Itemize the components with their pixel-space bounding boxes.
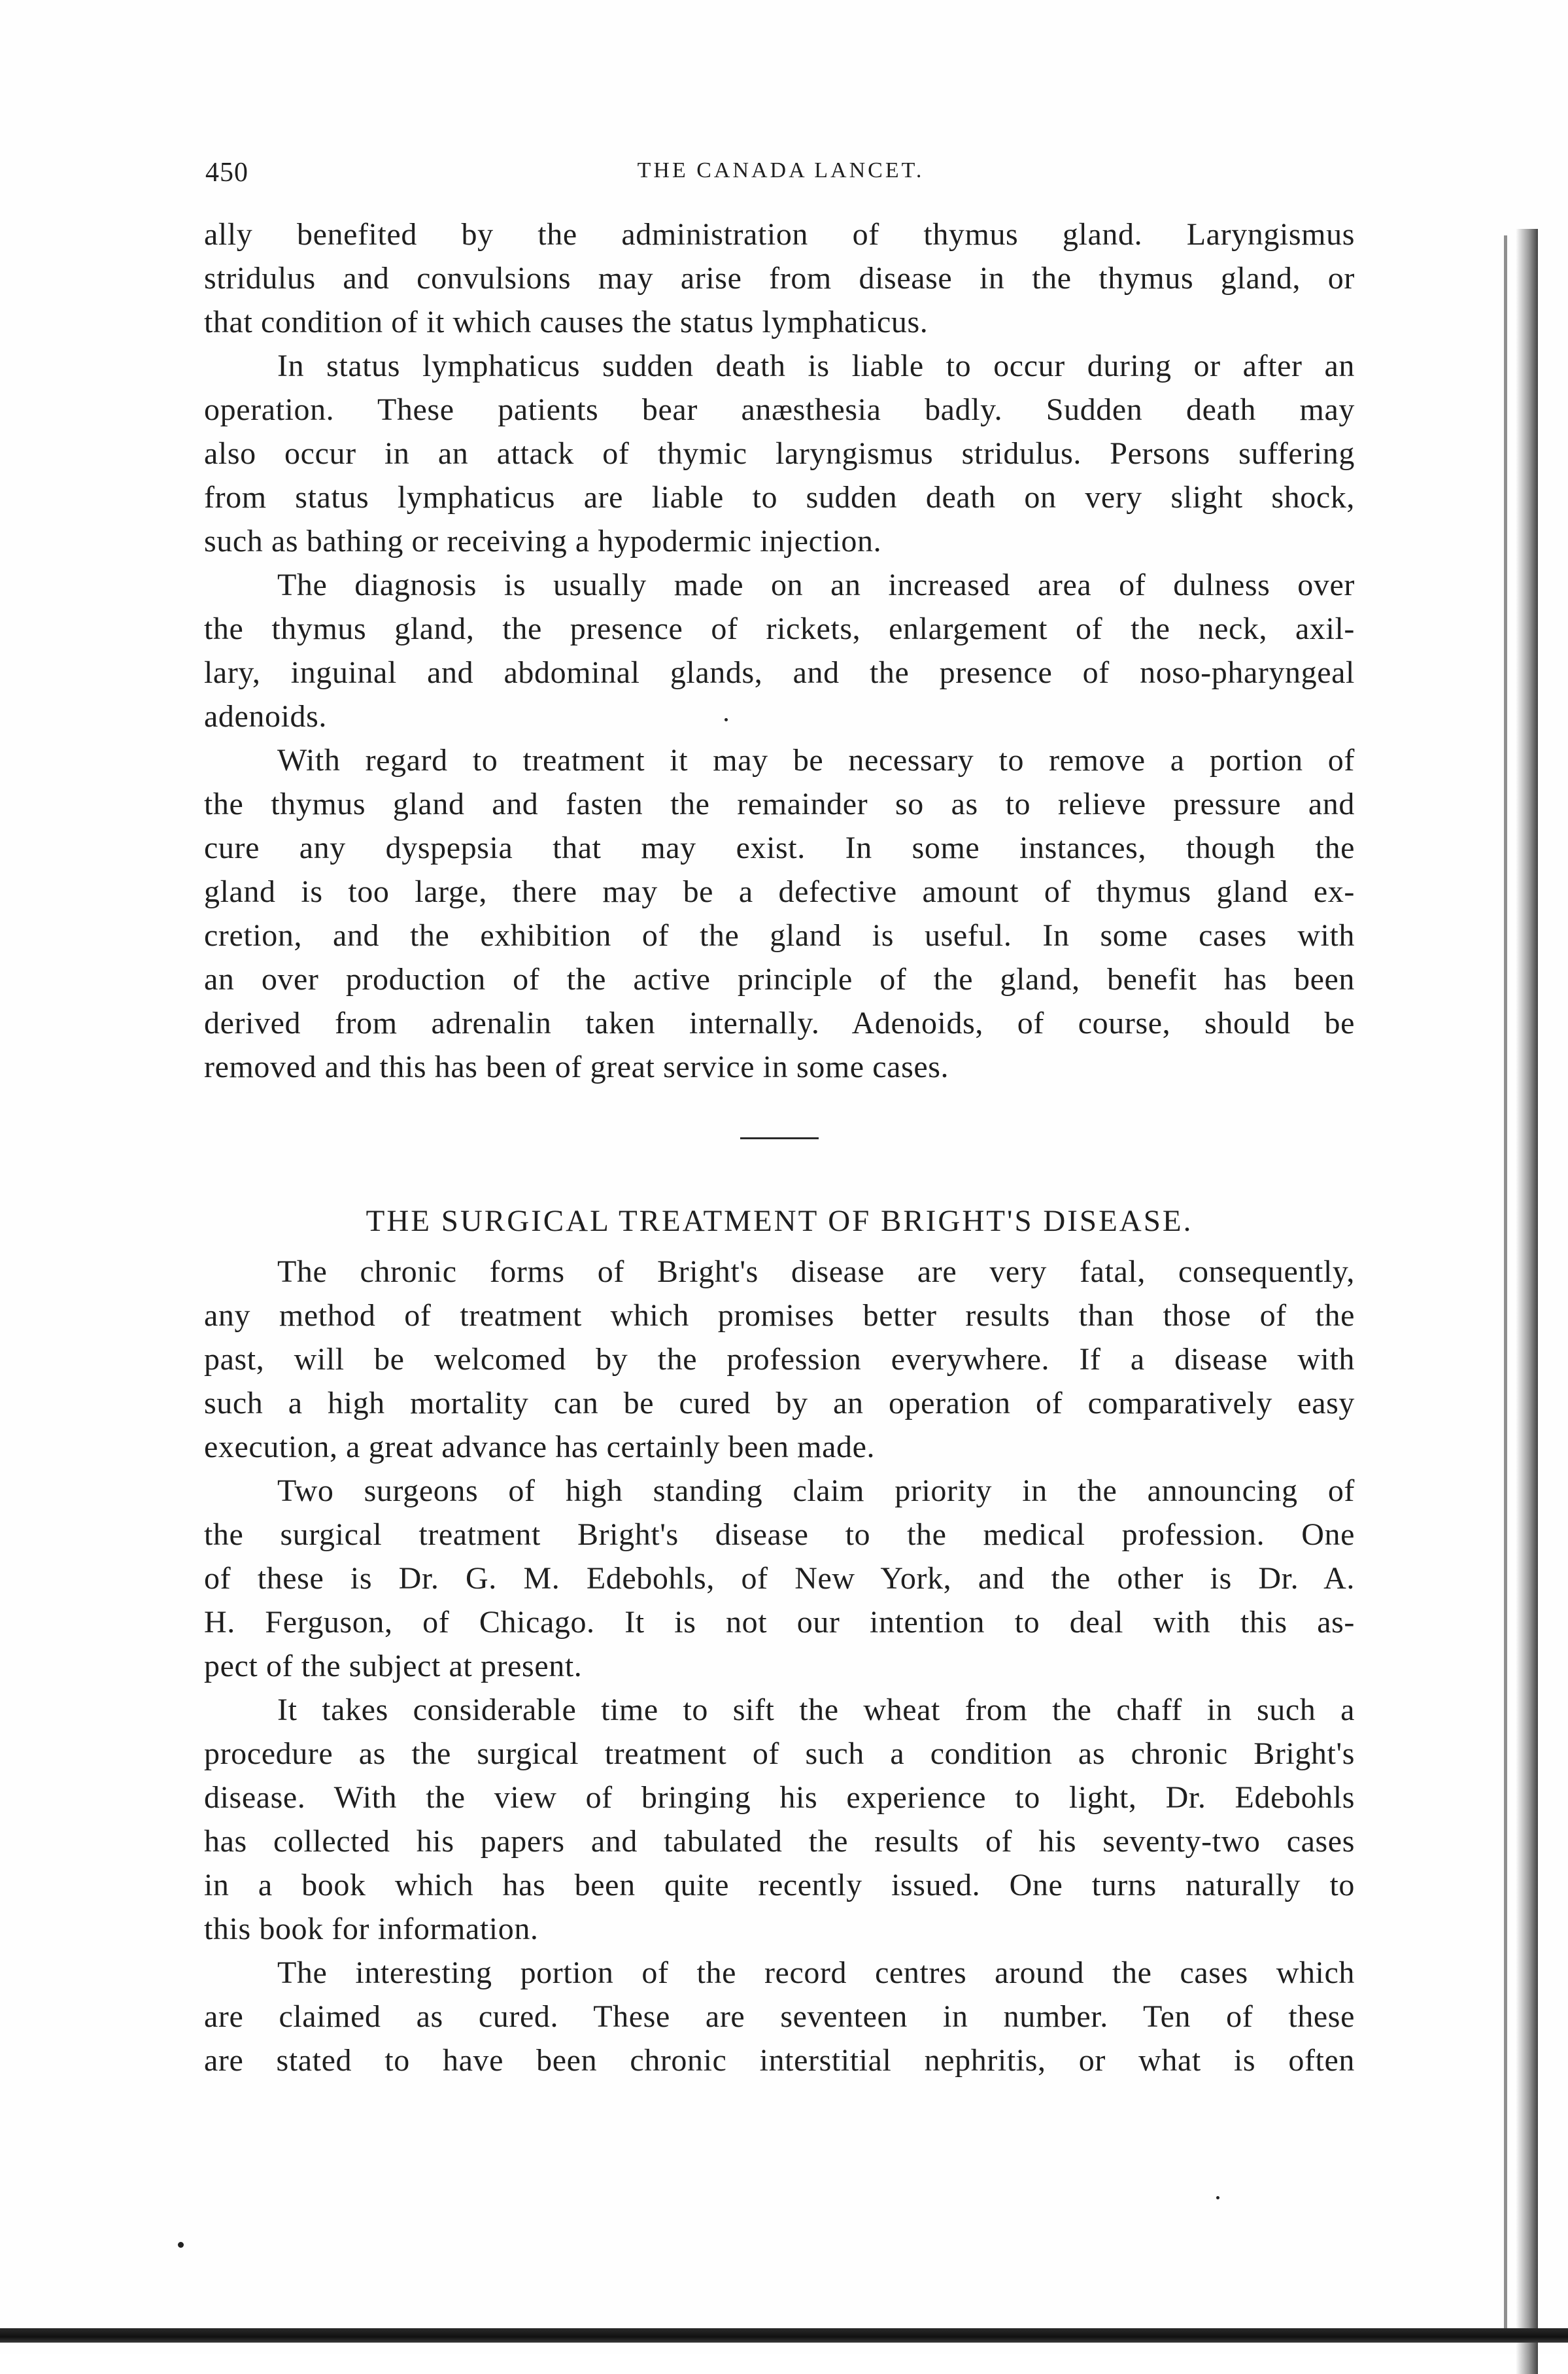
text-line: gland is too large, there may be a defective amount of thymus gland ex-: [204, 874, 1355, 909]
text-line: the surgical treatment Bright's disease to the medical profession. One: [204, 1517, 1355, 1552]
text-line: cure any dyspepsia that may exist. In some instances, though the: [204, 831, 1355, 865]
paragraph: [204, 1951, 1355, 2082]
text-line: an over production of the active principle of the gland, benefit has been: [204, 962, 1355, 997]
text-line: past, will be welcomed by the profession everywhere. If a disease with: [204, 1342, 1355, 1377]
text-line: of these is Dr. G. M. Edebohls, of New York, and the other is Dr. A.: [204, 1561, 1355, 1596]
binding-edge-line: [1504, 235, 1507, 2328]
running-title: THE CANADA LANCET.: [637, 158, 925, 182]
text-line: Two surgeons of high standing claim priority in the announcing of: [277, 1473, 1355, 1508]
scan-speck: [1216, 2196, 1219, 2199]
text-line: such a high mortality can be cured by an operation of comparatively easy: [204, 1386, 1355, 1420]
section-divider: [740, 1137, 819, 1139]
text-line: H. Ferguson, of Chicago. It is not our intention to deal with this as-: [204, 1605, 1355, 1640]
text-line: stridulus and convulsions may arise from disease in the thymus gland, or: [204, 261, 1355, 296]
scan-speck: [724, 718, 728, 721]
text-line: The interesting portion of the record centres around the cases which: [277, 1955, 1355, 1990]
text-line: With regard to treatment it may be necessary to remove a portion of: [277, 743, 1355, 778]
text-line: the thymus gland, the presence of rickets, enlargement of the neck, axil-: [204, 611, 1355, 646]
text-line: The diagnosis is usually made on an increased area of dulness over: [277, 568, 1355, 602]
text-line: this book for information.: [204, 1912, 539, 1946]
binding-shadow: [1516, 229, 1538, 2374]
text-line: such as bathing or receiving a hypodermic injection.: [204, 524, 882, 559]
paragraph: [204, 344, 1355, 563]
paragraph: [204, 1250, 1355, 1469]
text-line: lary, inguinal and abdominal glands, and the presence of noso-pharyngeal: [204, 655, 1355, 690]
text-line: in a book which has been quite recently issued. One turns naturally to: [204, 1868, 1355, 1902]
text-line: adenoids.: [204, 699, 328, 734]
text-line: that condition of it which causes the status lymphaticus.: [204, 305, 929, 339]
text-line: removed and this has been of great service in some cases.: [204, 1050, 949, 1084]
section-heading: THE SURGICAL TREATMENT OF BRIGHT'S DISEASE.: [366, 1204, 1193, 1238]
text-line: are claimed as cured. These are seventeen in number. Ten of these: [204, 1999, 1355, 2034]
page-header: [205, 157, 1356, 196]
text-line: any method of treatment which promises better results than those of the: [204, 1298, 1355, 1333]
text-line: operation. These patients bear anæsthesia badly. Sudden death may: [204, 392, 1355, 427]
text-line: cretion, and the exhibition of the gland is useful. In some cases with: [204, 918, 1355, 953]
text-line: the thymus gland and fasten the remainder so as to relieve pressure and: [204, 787, 1355, 821]
text-line: The chronic forms of Bright's disease are very fatal, consequently,: [277, 1254, 1355, 1289]
article-body: [204, 213, 1355, 2082]
text-line: pect of the subject at present.: [204, 1649, 583, 1683]
text-line: procedure as the surgical treatment of such a condition as chronic Bright's: [204, 1736, 1355, 1771]
scan-speck: [178, 2242, 184, 2248]
text-line: derived from adrenalin taken internally. Adenoids, of course, should be: [204, 1006, 1355, 1041]
text-line: ally benefited by the administration of thymus gland. Laryngismus: [204, 217, 1355, 252]
text-line: It takes considerable time to sift the wheat from the chaff in such a: [277, 1693, 1355, 1727]
paragraph: [204, 213, 1355, 344]
text-line: disease. With the view of bringing his experience to light, Dr. Edebohls: [204, 1780, 1355, 1815]
page-number: 450: [205, 158, 248, 188]
text-line: also occur in an attack of thymic laryngismus stridulus. Persons suffering: [204, 436, 1355, 471]
page-bottom-edge: [0, 2328, 1568, 2343]
text-line: has collected his papers and tabulated the results of his seventy-two cases: [204, 1824, 1355, 1859]
text-line: In status lymphaticus sudden death is liable to occur during or after an: [277, 349, 1355, 383]
paragraph: [204, 563, 1355, 738]
paragraph: [204, 1469, 1355, 1688]
text-line: from status lymphaticus are liable to sudden death on very slight shock,: [204, 480, 1355, 515]
text-line: are stated to have been chronic interstitial nephritis, or what is often: [204, 2043, 1355, 2078]
paragraph: [204, 738, 1355, 1089]
paragraph: [204, 1688, 1355, 1951]
text-line: execution, a great advance has certainly been made.: [204, 1430, 876, 1464]
